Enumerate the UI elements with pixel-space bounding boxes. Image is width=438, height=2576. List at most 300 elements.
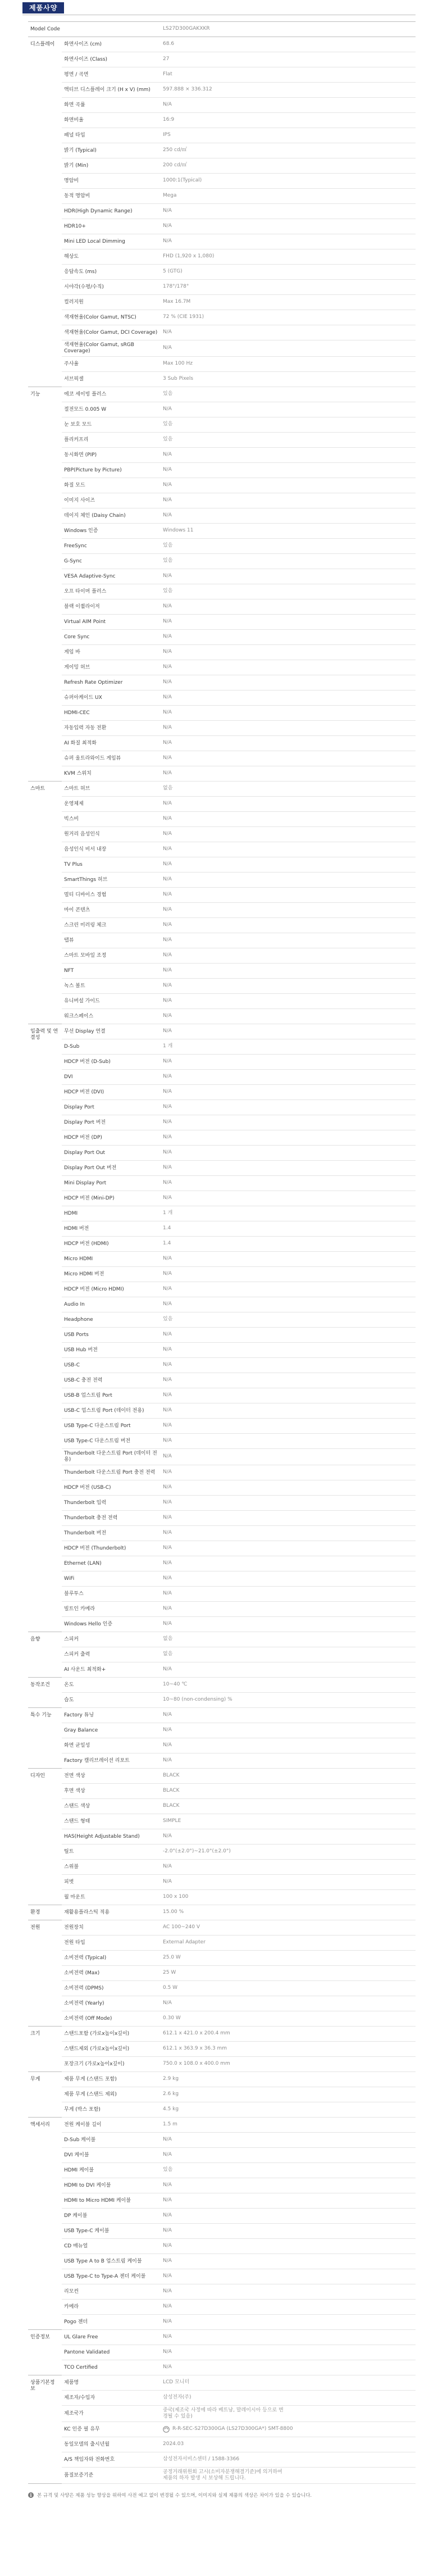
spec-value: N/A	[163, 573, 172, 579]
spec-row	[28, 1996, 416, 2011]
spec-value: 27	[163, 56, 170, 62]
spec-label: 화면 균일성	[62, 1738, 161, 1753]
spec-value: N/A	[163, 2349, 172, 2355]
spec-label: USB Type-C 다운스트림 Port	[62, 1419, 161, 1434]
spec-label: 원거리 음성인식	[62, 827, 161, 842]
spec-value: N/A	[163, 1134, 172, 1140]
spec-label: Mini LED Local Dimming	[62, 234, 161, 249]
spec-value-cell	[161, 2422, 416, 2437]
spec-row	[28, 174, 416, 189]
spec-row	[28, 2118, 416, 2133]
spec-row	[28, 1981, 416, 1996]
spec-row	[28, 1511, 416, 1526]
spec-label: 마이 콘텐츠	[62, 903, 161, 918]
spec-value: N/A	[163, 2212, 172, 2218]
spec-value: 612.1 x 363.9 x 36.3 mm	[163, 2046, 227, 2051]
spec-value-cell	[161, 52, 416, 67]
spec-value-cell	[161, 1966, 416, 1981]
spec-row	[28, 888, 416, 903]
spec-category: 무게	[28, 2072, 62, 2118]
spec-row	[28, 234, 416, 249]
spec-row	[28, 1161, 416, 1176]
spec-label: USB-C 업스트림 Port (데이터 전용)	[62, 1403, 161, 1419]
spec-row	[28, 189, 416, 204]
spec-value-cell	[161, 1496, 416, 1511]
spec-label: 온도	[62, 1678, 161, 1693]
spec-value-cell	[161, 1312, 416, 1328]
spec-row	[28, 1146, 416, 1161]
spec-value: N/A	[163, 1469, 172, 1475]
spec-value-cell	[161, 1738, 416, 1753]
spec-label: Windows Hello 인증	[62, 1617, 161, 1632]
spec-row	[28, 1055, 416, 1070]
spec-value-cell	[161, 1723, 416, 1738]
spec-label: 제품 무게 (스탠드 포함)	[62, 2072, 161, 2087]
kc-mark-icon	[163, 2426, 170, 2433]
spec-value: 5 (GTG)	[163, 269, 182, 274]
spec-label: 게임 바	[62, 645, 161, 660]
spec-row	[28, 1206, 416, 1221]
spec-row	[28, 1434, 416, 1449]
spec-value-cell	[161, 2239, 416, 2254]
spec-value: 250 cd/㎡	[163, 147, 187, 153]
spec-value-cell	[161, 599, 416, 615]
spec-label: 빅스비	[62, 812, 161, 827]
spec-label: HDCP 버전 (DP)	[62, 1130, 161, 1146]
spec-label: 전원장치	[62, 1920, 161, 1936]
spec-label: 색재현율(Color Gamut, DCI Coverage)	[62, 325, 161, 340]
spec-label: Micro HDMI	[62, 1252, 161, 1267]
spec-category: 디자인	[28, 1769, 62, 1905]
spec-label: 탭뷰	[62, 933, 161, 948]
spec-row	[28, 2330, 416, 2345]
spec-label: 슈퍼 울트라와이드 게임뷰	[62, 751, 161, 766]
spec-value-cell	[161, 2027, 416, 2042]
spec-value: AC 100~240 V	[163, 1924, 200, 1930]
spec-row	[28, 433, 416, 448]
spec-value: N/A	[163, 1347, 172, 1352]
spec-value: 16:9	[163, 117, 175, 122]
spec-value: N/A	[163, 512, 172, 518]
spec-row	[28, 1829, 416, 1844]
spec-value-cell	[161, 1860, 416, 1875]
spec-row	[28, 1343, 416, 1358]
spec-label: USB-C 충전 전력	[62, 1373, 161, 1388]
spec-label: USB Hub 버전	[62, 1343, 161, 1358]
spec-value: N/A	[163, 1606, 172, 1611]
spec-label: 전원 케이블 길이	[62, 2118, 161, 2133]
spec-value: N/A	[163, 755, 172, 761]
spec-value-cell	[161, 2406, 416, 2422]
spec-value: N/A	[163, 876, 172, 882]
spec-value-cell	[161, 2087, 416, 2102]
spec-value-cell	[161, 1480, 416, 1496]
spec-value-cell	[161, 554, 416, 569]
spec-value: N/A	[163, 467, 172, 473]
spec-label: USB Type-C 케이블	[62, 2224, 161, 2239]
spec-row	[28, 1267, 416, 1282]
spec-value: Max 100 Hz	[163, 361, 193, 366]
spec-value-cell	[161, 249, 416, 265]
spec-value-cell	[161, 372, 416, 387]
spec-row	[28, 1602, 416, 1617]
spec-row	[28, 903, 416, 918]
spec-value: 있음	[163, 543, 173, 548]
spec-label: 카메라	[62, 2300, 161, 2315]
spec-value: N/A	[163, 740, 172, 746]
spec-label: 응답속도 (ms)	[62, 265, 161, 280]
spec-value-cell	[161, 1085, 416, 1100]
spec-value-cell	[161, 1617, 416, 1632]
spec-value: N/A	[163, 937, 172, 943]
spec-row	[28, 797, 416, 812]
spec-label: Display Port 버전	[62, 1115, 161, 1130]
spec-row	[28, 2315, 416, 2330]
spec-label: 색재현율(Color Gamut, sRGB Coverage)	[62, 340, 161, 357]
spec-value-cell	[161, 2452, 416, 2468]
spec-value: N/A	[163, 1332, 172, 1337]
spec-label: UL Glare Free	[62, 2330, 161, 2345]
spec-value: N/A	[163, 1530, 172, 1535]
spec-label: 워크스페이스	[62, 1009, 161, 1024]
spec-row	[28, 1252, 416, 1267]
spec-row	[28, 2239, 416, 2254]
spec-label: TV Plus	[62, 857, 161, 873]
spec-value-cell	[161, 1587, 416, 1602]
spec-row	[28, 1571, 416, 1587]
spec-row	[28, 1070, 416, 1085]
spec-value: 25.0 W	[163, 1955, 181, 1960]
spec-label: 제품 무게 (스탠드 제외)	[62, 2087, 161, 2102]
spec-label: Refresh Rate Optimizer	[62, 675, 161, 690]
spec-label: 이미지 사이즈	[62, 493, 161, 508]
spec-row	[28, 2178, 416, 2193]
spec-value-cell	[161, 584, 416, 599]
spec-row	[28, 1039, 416, 1055]
spec-row	[28, 994, 416, 1009]
spec-value: 2.9 kg	[163, 2076, 179, 2082]
spec-value-cell	[161, 1237, 416, 1252]
info-icon	[28, 2492, 34, 2498]
spec-value: N/A	[163, 2228, 172, 2233]
spec-label: HDMI	[62, 1206, 161, 1221]
spec-row	[28, 706, 416, 721]
spec-value-cell	[161, 1282, 416, 1297]
spec-value-cell	[161, 964, 416, 979]
spec-row	[28, 2042, 416, 2057]
spec-value: N/A	[163, 1119, 172, 1125]
spec-row	[28, 1403, 416, 1419]
spec-row	[28, 1496, 416, 1511]
spec-value-cell	[161, 37, 416, 52]
spec-value: N/A	[163, 1195, 172, 1201]
spec-category: 상품기본정보	[28, 2375, 62, 2484]
spec-row	[28, 52, 416, 67]
spec-label: 음성인식 비서 내장	[62, 842, 161, 857]
spec-row	[28, 448, 416, 463]
spec-value-cell	[161, 615, 416, 630]
spec-row	[28, 2391, 416, 2406]
spec-value: BLACK	[163, 1788, 180, 1793]
spec-value: 있음	[163, 558, 173, 564]
spec-row	[28, 1920, 416, 1936]
spec-value-cell	[161, 189, 416, 204]
spec-label: 화면사이즈 (cm)	[62, 37, 161, 52]
spec-label: 동적 명암비	[62, 189, 161, 204]
spec-label: DVI 케이블	[62, 2148, 161, 2163]
spec-row	[28, 979, 416, 994]
spec-label: HDCP 버전 (DVI)	[62, 1085, 161, 1100]
spec-row	[28, 1723, 416, 1738]
spec-value: N/A	[163, 1150, 172, 1155]
spec-value-cell	[161, 736, 416, 751]
spec-row	[28, 372, 416, 387]
spec-label: Factory 캘리브레이션 리포트	[62, 1753, 161, 1769]
spec-value: N/A	[163, 1180, 172, 1185]
spec-category: 입출력 및 연결성	[28, 1024, 62, 1632]
spec-value-cell	[161, 751, 416, 766]
spec-label: HAS(Height Adjustable Stand)	[62, 1829, 161, 1844]
spec-label: 시야각(수평/수직)	[62, 280, 161, 295]
spec-value-cell	[161, 675, 416, 690]
spec-label: DVI	[62, 1070, 161, 1085]
spec-value: N/A	[163, 922, 172, 928]
spec-value-cell	[161, 2042, 416, 2057]
spec-value: 68.6	[163, 41, 175, 47]
spec-row	[28, 143, 416, 158]
spec-value: N/A	[163, 102, 172, 107]
spec-value: N/A	[163, 2000, 172, 2006]
spec-value-cell	[161, 1769, 416, 1784]
spec-value: 2.6 kg	[163, 2091, 179, 2097]
spec-value-cell	[161, 2193, 416, 2209]
spec-row	[28, 1115, 416, 1130]
spec-value-cell	[161, 524, 416, 539]
spec-value: N/A	[163, 1301, 172, 1307]
spec-label: 액티브 디스플레이 크기 (H x V) (mm)	[62, 83, 161, 98]
spec-row	[28, 1526, 416, 1541]
spec-row	[28, 918, 416, 933]
spec-value: Mega	[163, 193, 177, 198]
spec-row	[28, 1358, 416, 1373]
spec-label: HDMI to DVI 케이블	[62, 2178, 161, 2193]
spec-label: 에코 세이빙 플러스	[62, 387, 161, 402]
spec-value: 1.4	[163, 1225, 171, 1231]
spec-value: N/A	[163, 2288, 172, 2294]
spec-value: 1.5 m	[163, 2121, 177, 2127]
spec-label: Thunderbolt 다운스트림 Port (데이터 전용)	[62, 1449, 161, 1465]
spec-value: 10~40 ℃	[163, 1682, 188, 1687]
spec-label: 패널 타입	[62, 128, 161, 143]
spec-label: USB Type-C 다운스트림 버전	[62, 1434, 161, 1449]
spec-row	[28, 402, 416, 417]
spec-value-cell	[161, 2468, 416, 2484]
spec-row	[28, 2254, 416, 2269]
spec-value: BLACK	[163, 1773, 180, 1778]
spec-row	[28, 615, 416, 630]
spec-row	[28, 1890, 416, 1905]
spec-value: 100 x 100	[163, 1894, 189, 1900]
spec-value-cell	[161, 1358, 416, 1373]
spec-value: N/A	[163, 649, 172, 655]
spec-value-cell	[161, 1996, 416, 2011]
spec-row	[28, 295, 416, 310]
spec-label: A/S 책임자와 전화번호	[62, 2452, 161, 2468]
spec-label: SmartThings 허브	[62, 873, 161, 888]
spec-value: SIMPLE	[163, 1818, 181, 1824]
spec-value: LCD 모니터	[163, 2379, 190, 2385]
spec-row	[28, 645, 416, 660]
spec-value-cell	[161, 1130, 416, 1146]
spec-label: 전면 색상	[62, 1769, 161, 1784]
spec-row	[28, 508, 416, 524]
spec-value-cell	[161, 1511, 416, 1526]
model-code-value	[161, 22, 416, 37]
spec-value: N/A	[163, 861, 172, 867]
spec-row	[28, 1738, 416, 1753]
spec-label: Headphone	[62, 1312, 161, 1328]
spec-row	[28, 83, 416, 98]
spec-row	[28, 1587, 416, 1602]
spec-label: 소비전력 (Typical)	[62, 1951, 161, 1966]
spec-row	[28, 736, 416, 751]
spec-value: N/A	[163, 816, 172, 821]
footer-note	[28, 2492, 416, 2498]
spec-label: 블랙 이퀄라이저	[62, 599, 161, 615]
spec-value: N/A	[163, 952, 172, 958]
spec-label: D-Sub 케이블	[62, 2133, 161, 2148]
spec-label: Thunderbolt 버전	[62, 1526, 161, 1541]
spec-value: N/A	[163, 1453, 172, 1459]
spec-label: HDCP 버전 (Mini-DP)	[62, 1191, 161, 1206]
spec-value-cell	[161, 1602, 416, 1617]
spec-label: KVM 스위치	[62, 766, 161, 782]
spec-label: USB Type-C to Type-A 젠더 케이블	[62, 2269, 161, 2284]
spec-value-cell	[161, 1100, 416, 1115]
spec-value-cell	[161, 797, 416, 812]
spec-value-cell	[161, 1951, 416, 1966]
spec-table-body	[28, 22, 416, 2484]
spec-label: 멀티 디바이스 경험	[62, 888, 161, 903]
spec-value: N/A	[163, 679, 172, 685]
spec-row	[28, 1328, 416, 1343]
spec-category: 인증정보	[28, 2330, 62, 2375]
spec-value: N/A	[163, 2273, 172, 2279]
spec-row	[28, 660, 416, 675]
spec-value-cell	[161, 660, 416, 675]
spec-value-cell	[161, 98, 416, 113]
spec-row	[28, 1814, 416, 1829]
spec-value: 750.0 x 108.0 x 400.0 mm	[163, 2061, 230, 2066]
spec-row	[28, 2375, 416, 2391]
spec-value: N/A	[163, 238, 172, 244]
spec-label: 후면 색상	[62, 1784, 161, 1799]
spec-value-cell	[161, 1784, 416, 1799]
spec-value: N/A	[163, 1500, 172, 1505]
spec-row	[28, 1373, 416, 1388]
spec-label: HDCP 버전 (USB-C)	[62, 1480, 161, 1496]
spec-row	[28, 1282, 416, 1297]
spec-value: N/A	[163, 907, 172, 912]
spec-value: N/A	[163, 329, 172, 335]
spec-label: 스피커 출력	[62, 1647, 161, 1662]
spec-value-cell	[161, 782, 416, 797]
spec-value-cell	[161, 1981, 416, 1996]
spec-row	[28, 827, 416, 842]
spec-value: N/A	[163, 2319, 172, 2324]
spec-value: N/A	[163, 1727, 172, 1733]
spec-row	[28, 493, 416, 508]
spec-label: HDCP 버전 (D-Sub)	[62, 1055, 161, 1070]
spec-row	[28, 1860, 416, 1875]
spec-label: 색재현율(Color Gamut, NTSC)	[62, 310, 161, 325]
spec-label: Pogo 젠더	[62, 2315, 161, 2330]
spec-value-cell	[161, 994, 416, 1009]
spec-row	[28, 1784, 416, 1799]
spec-value: 72 % (CIE 1931)	[163, 314, 204, 320]
spec-row	[28, 751, 416, 766]
spec-value-cell	[161, 2163, 416, 2178]
spec-value: N/A	[163, 801, 172, 806]
spec-label: 스탠드 색상	[62, 1799, 161, 1814]
spec-label: 유니버설 가이드	[62, 994, 161, 1009]
spec-value: 공정거래위원회 고시(소비자분쟁해결기준)에 의거하여 제품의 하자 발생 시 보상해 드립니다.	[163, 2469, 282, 2481]
spec-value-cell	[161, 508, 416, 524]
spec-value-cell	[161, 2269, 416, 2284]
spec-label: 주사율	[62, 357, 161, 372]
spec-value: N/A	[163, 1074, 172, 1079]
spec-value: N/A	[163, 1377, 172, 1383]
spec-value-cell	[161, 280, 416, 295]
spec-label: 슈퍼아케이드 UX	[62, 690, 161, 706]
spec-label: 해상도	[62, 249, 161, 265]
spec-row	[28, 721, 416, 736]
spec-value: N/A	[163, 892, 172, 897]
spec-value: N/A	[163, 497, 172, 503]
spec-category: 디스플레이	[28, 37, 62, 387]
spec-value: N/A	[163, 2182, 172, 2188]
spec-value: N/A	[163, 694, 172, 700]
spec-value-cell	[161, 128, 416, 143]
model-code-row	[28, 22, 416, 37]
spec-value-cell	[161, 1328, 416, 1343]
spec-value: Max 16.7M	[163, 299, 191, 305]
spec-value: N/A	[163, 634, 172, 639]
spec-value: N/A	[163, 1757, 172, 1763]
spec-row	[28, 1419, 416, 1434]
spec-value-cell	[161, 2118, 416, 2133]
spec-row	[28, 310, 416, 325]
spec-label: CD 매뉴얼	[62, 2239, 161, 2254]
spec-row	[28, 2102, 416, 2118]
spec-label: D-Sub	[62, 1039, 161, 1055]
spec-value-cell	[161, 812, 416, 827]
spec-label: HDMI-CEC	[62, 706, 161, 721]
spec-label: 리모컨	[62, 2284, 161, 2300]
spec-row	[28, 599, 416, 615]
spec-row	[28, 219, 416, 234]
spec-value: N/A	[163, 2243, 172, 2248]
spec-row	[28, 1753, 416, 1769]
spec-category: 음향	[28, 1632, 62, 1678]
spec-label: WiFi	[62, 1571, 161, 1587]
spec-label: 소비전력 (Yearly)	[62, 1996, 161, 2011]
spec-value: N/A	[163, 1879, 172, 1884]
spec-value: 25 W	[163, 1970, 176, 1975]
spec-value-cell	[161, 1814, 416, 1829]
spec-category: 특수 기능	[28, 1708, 62, 1769]
spec-table	[28, 21, 416, 2484]
